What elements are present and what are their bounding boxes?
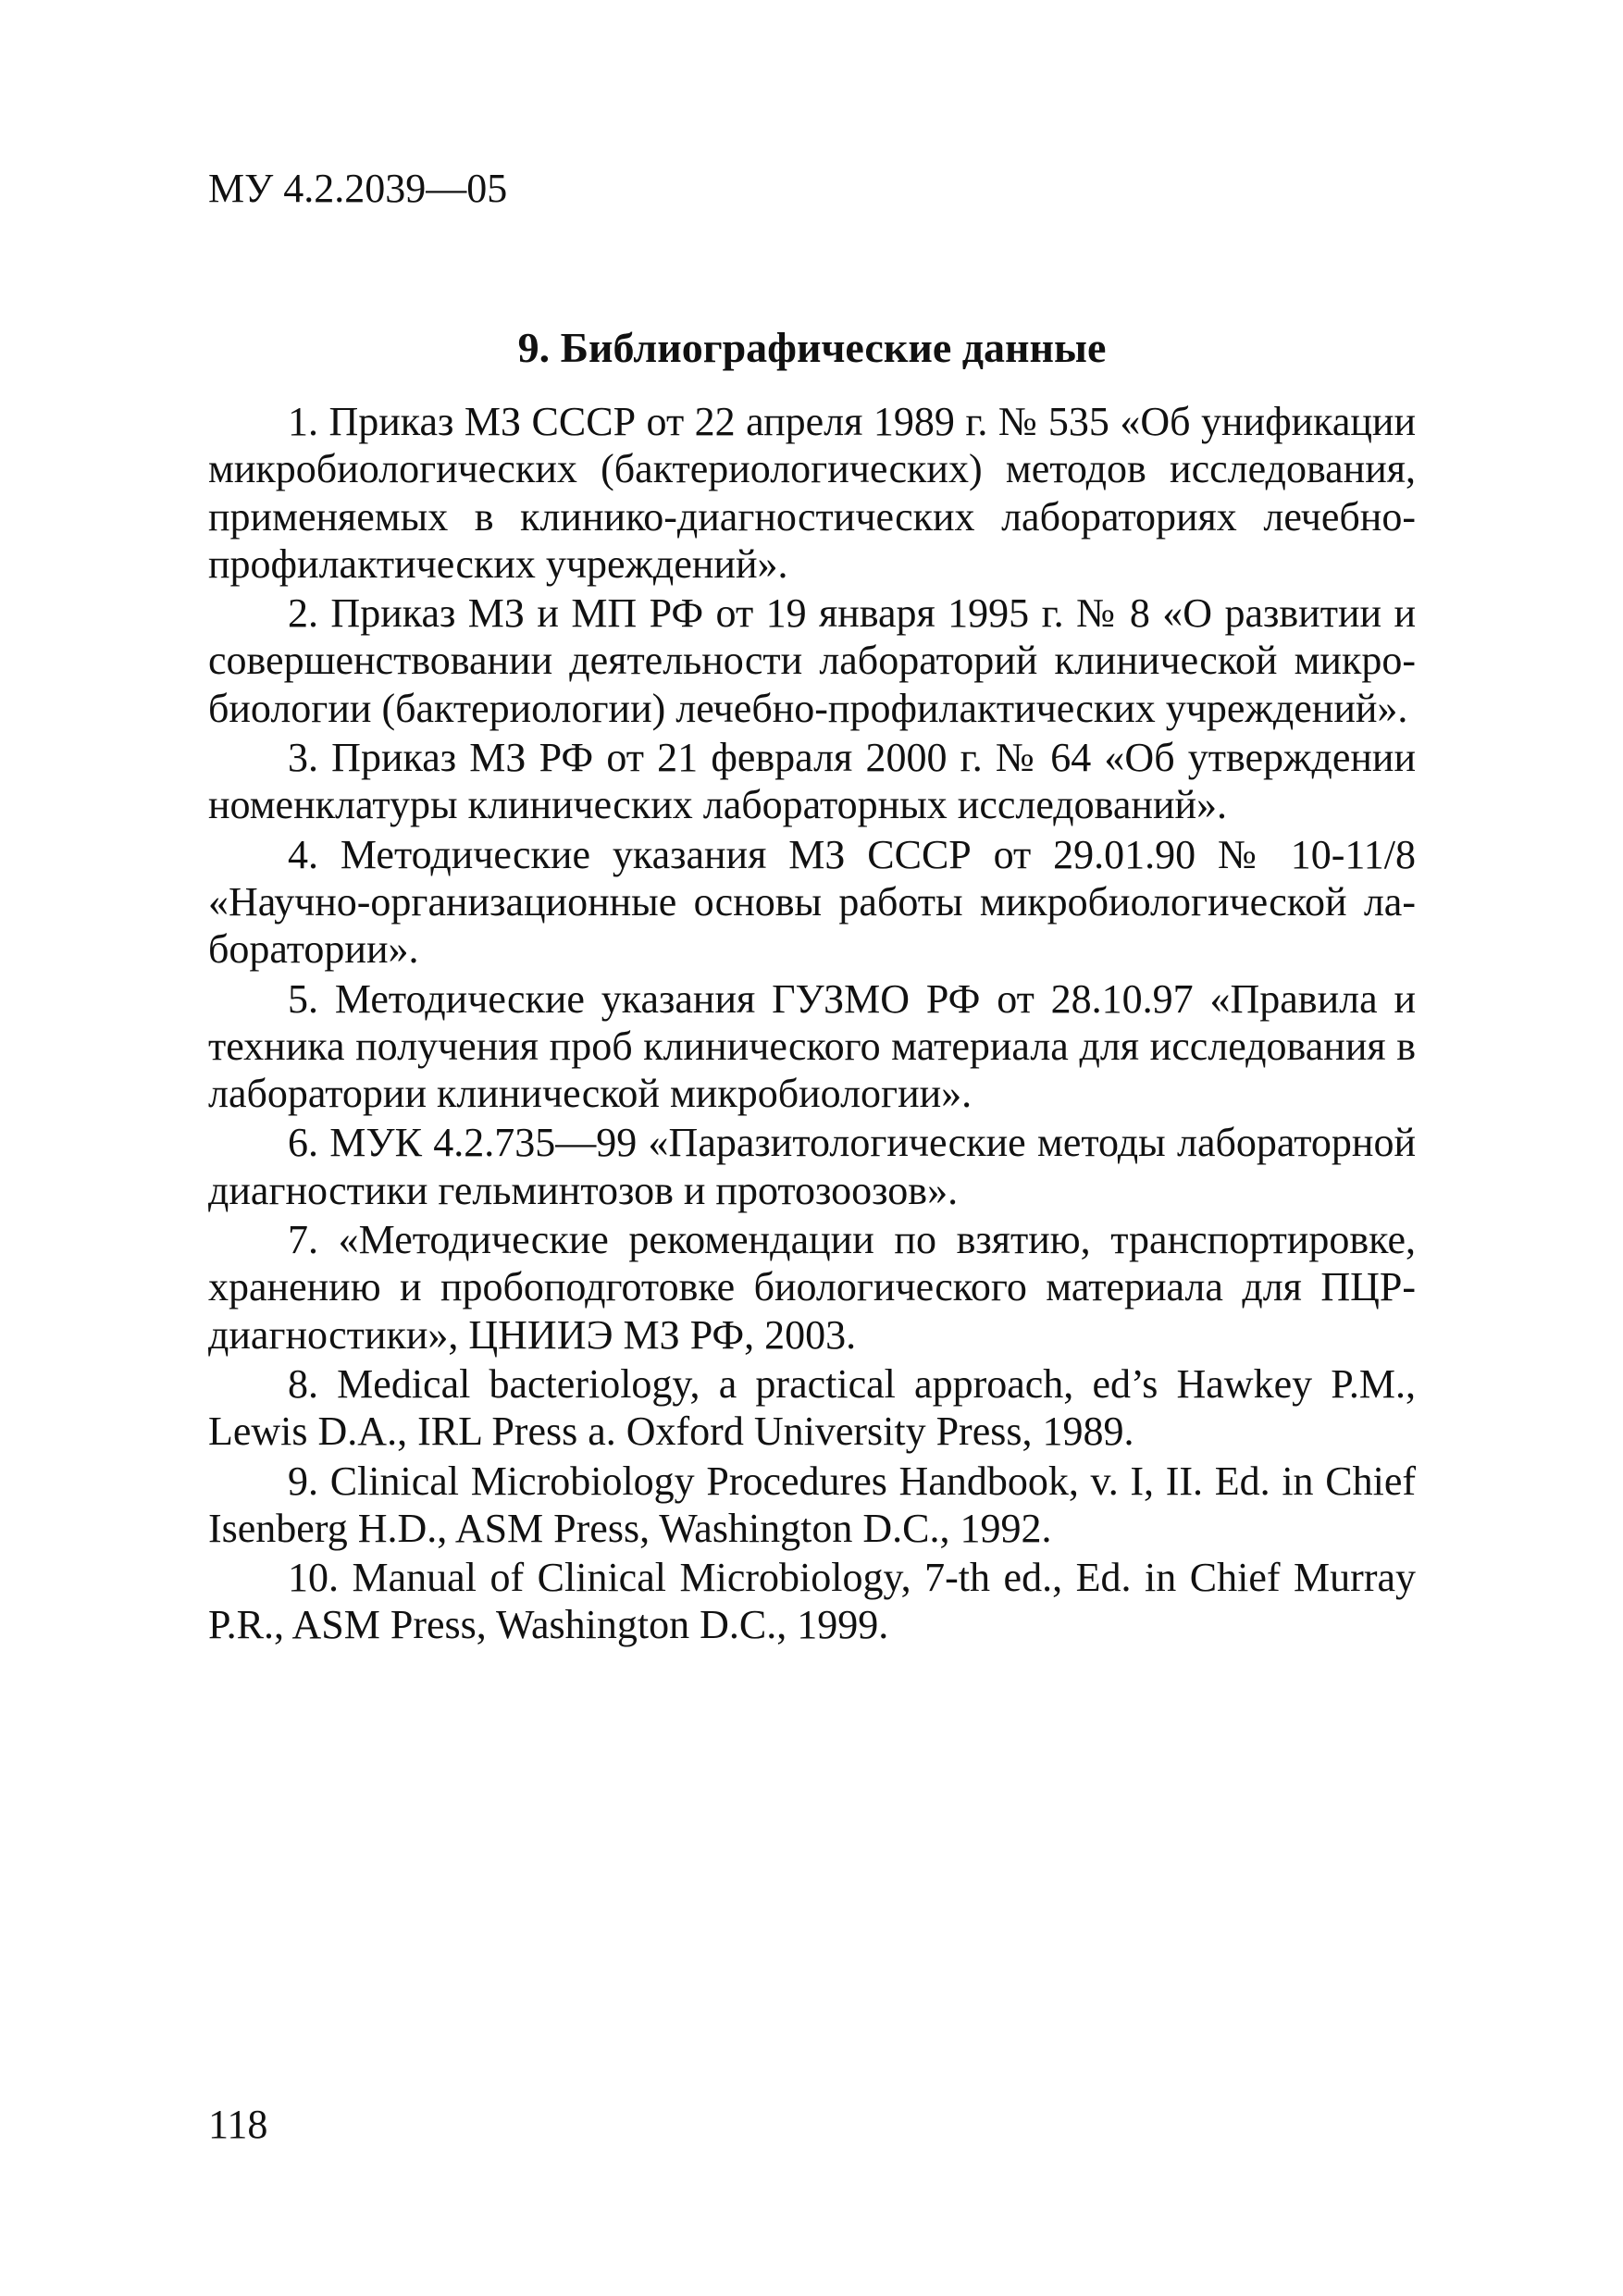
reference-list xyxy=(208,398,1416,1651)
reference-entry-8: 8. Medical bacteriology, a practical approach, ed’s Hawkey P.M., Lewis D.A., IRL Press a. Oxford University Press, 1989. xyxy=(208,1360,1416,1455)
reference-entry-1: 1. Приказ МЗ СССР от 22 апреля 1989 г. № 535 «Об унификации микробиологических (бактериологических) методов исследования, применяемых в клинико-диагностических лабораториях лечебно-профилактических учреждений». xyxy=(208,399,1416,587)
reference-entry-7: 7. «Методические рекомендации по взятию, транспортировке, хранению и пробоподготовке биологического материала для ПЦР-диагностики», ЦНИИЭ МЗ РФ, 2003. xyxy=(208,1217,1416,1358)
reference-entry-3: 3. Приказ МЗ РФ от 21 февраля 2000 г. № 64 «Об утверждении номенклатуры клинических лабораторных исследований». xyxy=(208,735,1416,828)
section-title: 9. Библиографические данные xyxy=(517,324,1107,371)
reference-entry-5: 5. Методические указания ГУЗМО РФ от 28.10.97 «Правила и техника получения проб клинического материала для исследования в лаборатории клинической микробиологии». xyxy=(208,975,1416,1117)
reference-entry-4: 4. Методические указания МЗ СССР от 29.01.90 № 10-11/8 «Научно-организационные основы работы микробиологической лаборатории». xyxy=(208,831,1416,973)
document-code-header: МУ 4.2.2039—05 xyxy=(208,166,508,211)
page-number: 118 xyxy=(208,2102,268,2147)
reference-entry-2: 2. Приказ МЗ и МП РФ от 19 января 1995 г. № 8 «О развитии и совершенствовании деятельности лабораторий клинической микробиологии (бактериологии) лечебно-профилактических учреждений». xyxy=(208,590,1416,731)
reference-entry-10: 10. Manual of Clinical Microbiology, 7-th ed., Ed. in Chief Murray P.R., ASM Press, Washington D.C., 1999. xyxy=(208,1555,1416,1648)
reference-entry-6: 6. МУК 4.2.735—99 «Паразитологические методы лабораторной диагностики гельминтозов и протозоозов». xyxy=(208,1120,1416,1213)
reference-entry-9: 9. Clinical Microbiology Procedures Handbook, v. I, II. Ed. in Chief Isenberg H.D., ASM Press, Washington D.C., 1992. xyxy=(208,1458,1416,1551)
